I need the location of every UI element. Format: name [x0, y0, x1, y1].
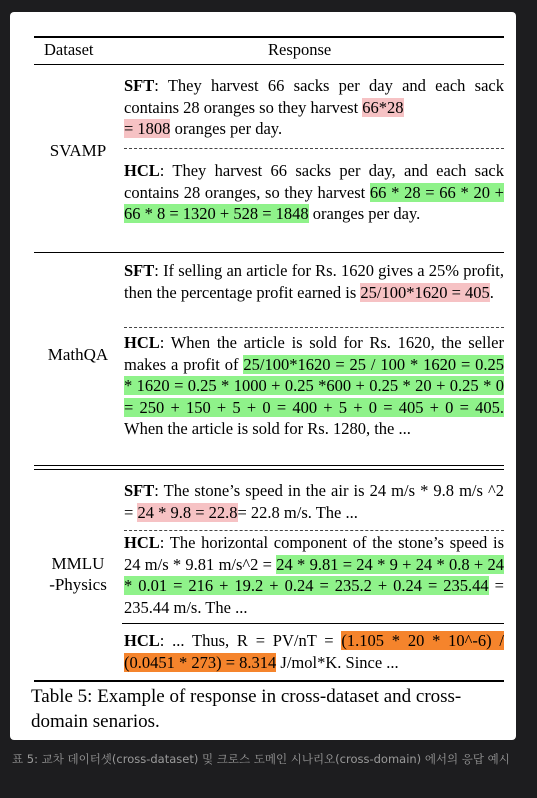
mmlu-hcl-text-end: = 235.44 m/s. The ... [124, 576, 504, 617]
mmlu-hcl2-text-end: J/mol*K. Since ... [276, 652, 399, 672]
mmlu-hcl2-text: : ... Thus, R = PV/nT = [159, 631, 342, 650]
sft-tag: SFT [124, 261, 155, 280]
bottom-rule [34, 680, 504, 682]
dataset-label-line2: -Physics [49, 575, 107, 594]
svamp-hcl-text: : They harvest 66 sacks per day, and each sack contains 28 oranges, so they harvest [124, 161, 504, 202]
dataset-label-mathqa: MathQA [47, 345, 109, 364]
mathqa-sft-text-end: . [489, 282, 494, 302]
mmlu-divider [124, 530, 504, 531]
mathqa-hcl-text-end: When the article is sold for Rs. 1280, the ... [124, 419, 411, 438]
dataset-label-mmlu-physics [34, 553, 122, 595]
hcl-tag: HCL [124, 533, 160, 552]
mathqa-hcl-highlight: 25/100*1620 = 25 / 100 * 1620 = 0.25 * 1620 = 0.25 * 1000 + 0.25 *600 + 0.25 * 20 + 0.25 * 0 = 250 + 150 + 5 + 0 = 400 + 5 + 0 = 405 + 0 = 405. [124, 354, 504, 417]
mathqa-divider [124, 327, 504, 328]
mmlu-sft-response [124, 480, 504, 523]
mathqa-rule-2 [34, 469, 504, 470]
mmlu-hcl-highlight: 24 * 9.81 = 24 * 9 + 24 * 0.8 + 24 * 0.01 = 216 + 19.2 + 0.24 = 235.2 + 0.24 = 235.44 [124, 554, 504, 595]
mmlu-hcl2-response [124, 630, 504, 673]
header-rule [34, 64, 504, 65]
mathqa-rule-1 [34, 465, 504, 466]
table-caption: Table 5: Example of response in cross-dataset and cross-domain senarios. [31, 686, 462, 732]
svamp-hcl-highlight: 66 * 28 = 66 * 20 + 66 * 8 = 1320 + 528 = 1848 [124, 182, 504, 223]
svamp-divider [124, 148, 504, 149]
header-dataset: Dataset [44, 40, 94, 59]
hcl-tag: HCL [124, 631, 160, 650]
mmlu-sft-text: : The stone’s speed in the air is 24 m/s * 9.8 m/s ^2 = [124, 481, 504, 522]
svamp-rule [34, 252, 504, 253]
dataset-label-line1: MMLU [51, 554, 105, 573]
mmlu-hcl-text: : The horizontal component of the stone’s speed is 24 m/s * 9.81 m/s^2 = [124, 533, 504, 574]
mathqa-hcl-text: : When the article is sold for Rs. 1620, the seller makes a profit of [124, 333, 504, 374]
svamp-sft-highlight-a: 66*28 [362, 97, 404, 117]
mmlu-sft-text-end: = 22.8 m/s. The ... [237, 502, 358, 522]
svamp-sft-response [124, 75, 504, 140]
svamp-sft-highlight-b: = 1808 [124, 119, 171, 138]
svamp-hcl-text-end: oranges per day. [308, 204, 421, 223]
hcl-tag: HCL [124, 161, 160, 180]
top-rule [34, 36, 504, 38]
korean-caption: 표 5: 교차 데이터셋(cross-dataset) 및 크로스 도메인 시나리오(cross-domain) 에서의 응답 예시 [12, 752, 510, 766]
mmlu-sft-highlight: 24 * 9.8 = 22.8 [137, 502, 238, 522]
sft-tag: SFT [124, 76, 155, 95]
svamp-sft-text: : They harvest 66 sacks per day and each sack contains 28 oranges so they harvest [124, 76, 504, 117]
header-response: Response [268, 40, 332, 59]
mmlu-hcl-response [124, 532, 504, 618]
svamp-hcl-response [124, 160, 504, 225]
mathqa-hcl-response [124, 332, 504, 440]
dataset-label-svamp: SVAMP [49, 141, 107, 160]
sft-tag: SFT [124, 481, 155, 500]
hcl-tag: HCL [124, 333, 160, 352]
mathqa-sft-response [124, 260, 504, 303]
mmlu-inner-rule [122, 623, 504, 624]
table-card [10, 12, 516, 740]
mmlu-hcl2-highlight: (1.105 * 20 * 10^-6) / (0.0451 * 273) = 8.314 [124, 631, 504, 672]
svamp-sft-text-end: oranges per day. [170, 119, 283, 138]
mathqa-sft-text: : If selling an article for Rs. 1620 gives a 25% profit, then the percentage profit earned is [124, 261, 504, 302]
mathqa-sft-highlight: 25/100*1620 = 405 [360, 282, 490, 302]
